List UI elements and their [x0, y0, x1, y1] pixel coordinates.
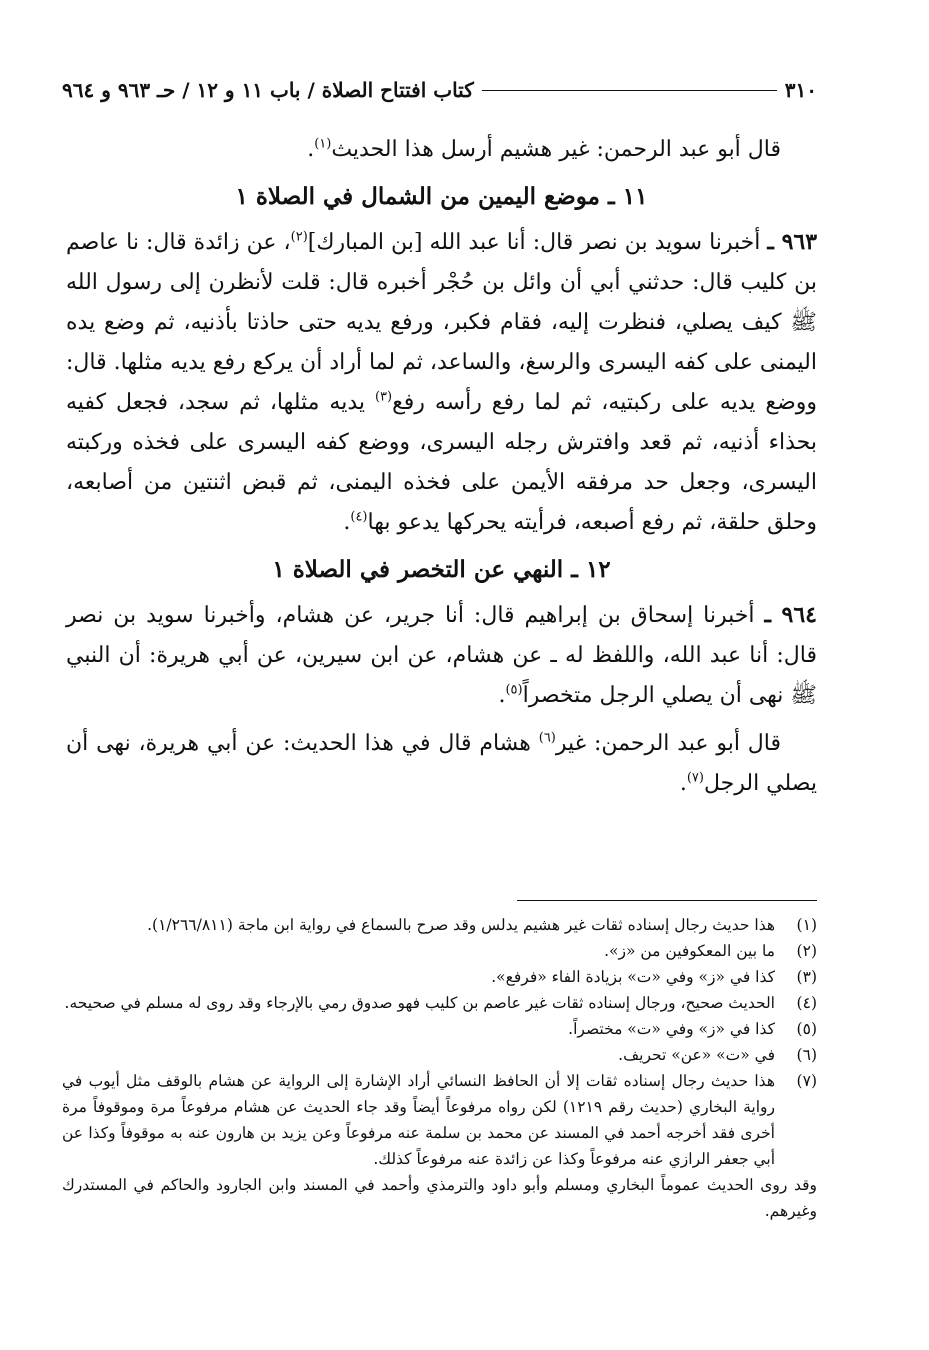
paragraph-note-hushaym	[66, 130, 817, 170]
footnote-text: في «ت» «عن» تحريف.	[618, 1046, 775, 1064]
page-number: ٣١٠	[784, 78, 817, 102]
footnote-ref: (٦)	[538, 730, 556, 746]
header-rule	[482, 90, 777, 91]
hadith-number: ٩٦٤ ـ	[764, 602, 817, 628]
paragraph-end: .	[679, 771, 687, 796]
footnote-text: كذا في «ز» وفي «ت» مختصراً.	[568, 1020, 775, 1038]
header-title: كتاب افتتاح الصلاة / باب ١١ و ١٢ / حـ ٩٦٣ و ٩٦٤	[62, 78, 474, 102]
hadith-end: .	[498, 683, 506, 708]
footnote	[62, 1042, 817, 1068]
footnote-ref: (٢)	[290, 229, 308, 245]
footnote-text: كذا في «ز» وفي «ت» بزيادة الفاء «فرفع».	[491, 968, 775, 986]
footnote-ref: (٤)	[350, 509, 368, 525]
footnote-divider	[517, 900, 817, 901]
paragraph-text: قال أبو عبد الرحمن: غير	[555, 731, 781, 756]
hadith-text: يديه مثلها، ثم سجد، فجعل كفيه بحذاء أذنيه، ثم قعد وافترش رجله اليسرى، ووضع كفه اليسرى على فخذه وركبته اليسرى، وجعل حد مرفقه الأيمن على فخذه اليمنى، ثم قبض اثنتين من أصابعه، وحلق حلقة، ثم رفع أصبعه، فرأيته يحركها يدعو بها	[66, 390, 817, 535]
hadith-text: ، عن زائدة قال: نا عاصم بن كليب قال: حدثني أبي أن وائل بن حُجْر أخبره قال: قلت لأنظرن إلى رسول الله ﷺ كيف يصلي، فنظرت إليه، فقام فكبر، ورفع يديه حتى حاذتا بأذنيه، ثم وضع يده اليمنى على كفه اليسرى والرسغ، والساعد، ثم لما أراد أن يركع رفع يديه مثلها. قال: ووضع يديه على ركبتيه، ثم لما رفع رأسه رفع	[66, 230, 817, 415]
hadith-text: أخبرنا إسحاق بن إبراهيم قال: أنا جرير، عن هشام، وأخبرنا سويد بن نصر قال: أنا عبد الله، واللفظ له ـ عن هشام، عن ابن سيرين، عن أبي هريرة: أن النبي ﷺ نهى أن يصلي الرجل متخصراً	[66, 603, 817, 708]
footnote	[62, 990, 817, 1016]
footnote-text: الحديث صحيح، ورجال إسناده ثقات غير عاصم بن كليب فهو صدوق رمي بالإرجاء وقد روى له مسلم في صحيحه.	[64, 994, 775, 1012]
hadith-text: أخبرنا سويد بن نصر قال: أنا عبد الله [بن المبارك]	[307, 230, 768, 255]
footnote-mark: (٥)	[796, 1020, 817, 1038]
hadith-964	[66, 595, 817, 716]
footnote-ref: (٣)	[374, 389, 393, 405]
footnote-ref: (٧)	[686, 770, 704, 786]
footnote	[62, 1068, 817, 1172]
footnote-mark: (٤)	[796, 994, 817, 1012]
paragraph-note-hisham	[66, 724, 817, 804]
running-header	[62, 70, 817, 110]
footnote-text: هذا حديث رجال إسناده ثقات إلا أن الحافظ النسائي أراد الإشارة إلى الرواية عن هشام بالوقف مثل أيوب في رواية البخاري (حديث رقم ١٢١٩) لكن رواه مرفوعاً أيضاً وقد جاء الحديث عن هشام مرفوعاً مرة وموقوفاً مرة أخرى فقد أخرجه أحمد في المسند عن محمد بن سلمة عنه مرفوعاً وعن يزيد بن هارون عنه به موقوفاً وكذا عن أبي جعفر الرازي عنه مرفوعاً وكذا عن زائدة عنه مرفوعاً كذلك.	[62, 1072, 776, 1168]
footnote-mark: (٧)	[796, 1072, 817, 1090]
footnote	[62, 1016, 817, 1042]
footnote-mark: (٣)	[796, 968, 817, 986]
paragraph-text: هشام قال في هذا الحديث: عن أبي هريرة، نهى أن يصلي الرجل	[66, 731, 817, 796]
hadith-963	[66, 222, 817, 543]
section-heading-11: ١١ ـ موضع اليمين من الشمال في الصلاة ١	[235, 183, 648, 210]
footnote	[62, 964, 817, 990]
paragraph-end: .	[307, 137, 315, 162]
footnote-ref: (١)	[314, 136, 332, 152]
footnote-mark: (٢)	[796, 942, 817, 960]
footnotes	[62, 912, 817, 1224]
main-text	[66, 130, 817, 804]
footnote-continuation: وقد روى الحديث عموماً البخاري ومسلم وأبو داود والترمذي وأحمد في المسند وابن الجارود والحاكم في المستدرك وغيرهم.	[62, 1176, 817, 1220]
hadith-end: .	[343, 510, 351, 535]
footnote-text: ما بين المعكوفين من «ز».	[604, 942, 775, 960]
footnote-text: هذا حديث رجال إسناده ثقات غير هشيم يدلس وقد صرح بالسماع في رواية ابن ماجة (١/٢٦٦/٨١١).	[147, 916, 775, 934]
footnote	[62, 938, 817, 964]
footnote-ref: (٥)	[505, 682, 523, 698]
hadith-number: ٩٦٣ ـ	[767, 229, 818, 255]
footnote	[62, 912, 817, 938]
footnote-mark: (١)	[796, 916, 817, 934]
section-heading-12: ١٢ ـ النهي عن التخصر في الصلاة ١	[272, 556, 611, 583]
paragraph-text: قال أبو عبد الرحمن: غير هشيم أرسل هذا الحديث	[331, 137, 781, 162]
footnote-mark: (٦)	[796, 1046, 817, 1064]
